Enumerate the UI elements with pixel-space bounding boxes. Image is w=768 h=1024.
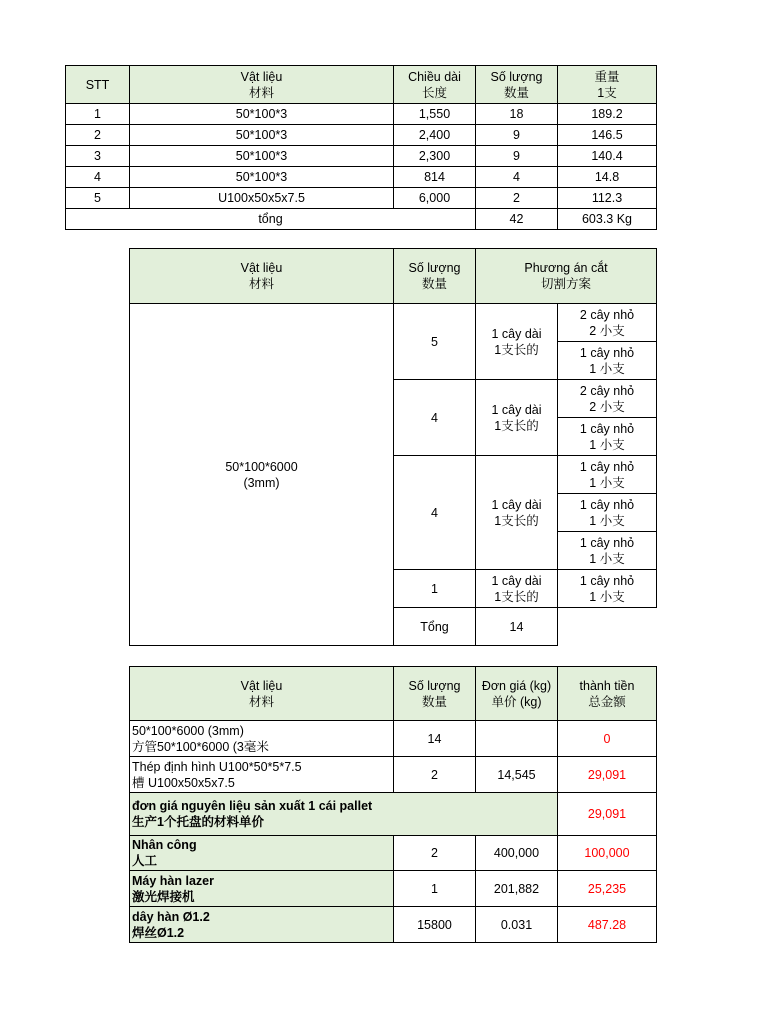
total-label: tổng [66, 209, 476, 230]
cell-quantity: 9 [476, 125, 558, 146]
header-quantity: Số lượng 数量 [476, 66, 558, 104]
total-row [66, 209, 657, 230]
cost-table [129, 666, 657, 943]
cell-unit-price: 0.031 [476, 907, 558, 943]
cell-unit-price: 14,545 [476, 757, 558, 793]
cell-quantity: 5 [394, 304, 476, 380]
cell-quantity: 4 [476, 167, 558, 188]
cell-quantity: 4 [394, 380, 476, 456]
cell-stt: 2 [66, 125, 130, 146]
cell-material: Máy hàn lazer 激光焊接机 [130, 871, 394, 907]
table-row [130, 721, 657, 757]
cell-quantity: 2 [394, 836, 476, 871]
material-length-table [65, 65, 657, 230]
cell-weight: 140.4 [558, 146, 657, 167]
cell-quantity: 15800 [394, 907, 476, 943]
cell-weight: 146.5 [558, 125, 657, 146]
cell-unit-price-label: đơn giá nguyên liệu sản xuất 1 cái pallet 生产1个托盘的材料单价 [130, 793, 558, 836]
cell-unit-price: 400,000 [476, 836, 558, 871]
cell-quantity: 2 [394, 757, 476, 793]
cell-quantity: 1 [394, 871, 476, 907]
header-cutting-plan: Phương án cắt 切割方案 [476, 249, 657, 304]
table-row [130, 907, 657, 943]
cell-material: 50*100*6000 (3mm) [130, 304, 394, 646]
total-quantity: 14 [476, 608, 558, 646]
cell-material: 50*100*3 [130, 125, 394, 146]
cell-unit-price [476, 721, 558, 757]
cell-length: 2,400 [394, 125, 476, 146]
cell-amount: 29,091 [558, 793, 657, 836]
cell-long-piece: 1 cây dài 1支长的 [476, 570, 558, 608]
total-quantity: 42 [476, 209, 558, 230]
table-row [66, 125, 657, 146]
table1-header-row [66, 66, 657, 104]
table-row [130, 836, 657, 871]
cell-length: 6,000 [394, 188, 476, 209]
table-row [130, 871, 657, 907]
cell-quantity: 2 [476, 188, 558, 209]
table-row [66, 167, 657, 188]
table2-header-row [130, 249, 657, 304]
header-length: Chiều dài 长度 [394, 66, 476, 104]
cell-long-piece: 1 cây dài 1支长的 [476, 456, 558, 570]
cell-length: 1,550 [394, 104, 476, 125]
cell-length: 814 [394, 167, 476, 188]
cell-weight: 112.3 [558, 188, 657, 209]
cell-quantity: 9 [476, 146, 558, 167]
table-row [66, 104, 657, 125]
cell-long-piece: 1 cây dài 1支长的 [476, 304, 558, 380]
cell-stt: 3 [66, 146, 130, 167]
header-unit-price: Đơn giá (kg) 单价 (kg) [476, 667, 558, 721]
cell-quantity: 4 [394, 456, 476, 570]
header-material: Vật liệu 材料 [130, 66, 394, 104]
table-row [130, 757, 657, 793]
cutting-plan-table [129, 248, 657, 646]
header-weight: 重量 1支 [558, 66, 657, 104]
cell-small-piece: 1 cây nhỏ 1 小支 [558, 532, 657, 570]
cell-stt: 5 [66, 188, 130, 209]
cell-material: 50*100*3 [130, 146, 394, 167]
cell-weight: 189.2 [558, 104, 657, 125]
table-row [66, 146, 657, 167]
cell-unit-price: 201,882 [476, 871, 558, 907]
cell-amount: 25,235 [558, 871, 657, 907]
table-row [66, 188, 657, 209]
cell-weight: 14.8 [558, 167, 657, 188]
cell-small-piece: 1 cây nhỏ 1 小支 [558, 570, 657, 608]
cell-material: U100x50x5x7.5 [130, 188, 394, 209]
cell-small-piece: 2 cây nhỏ 2 小支 [558, 304, 657, 342]
cell-amount: 487.28 [558, 907, 657, 943]
cell-small-piece: 1 cây nhỏ 1 小支 [558, 418, 657, 456]
cell-material: 50*100*3 [130, 104, 394, 125]
total-label: Tổng [394, 608, 476, 646]
empty-cell [558, 608, 657, 646]
cell-amount: 100,000 [558, 836, 657, 871]
cell-stt: 1 [66, 104, 130, 125]
cell-amount: 0 [558, 721, 657, 757]
cell-small-piece: 2 cây nhỏ 2 小支 [558, 380, 657, 418]
header-quantity: Số lượng 数量 [394, 667, 476, 721]
cell-material: Thép định hình U100*50*5*7.5 槽 U100x50x5x7.5 [130, 757, 394, 793]
cell-material: dây hàn Ø1.2 焊丝Ø1.2 [130, 907, 394, 943]
header-quantity: Số lượng 数量 [394, 249, 476, 304]
cell-amount: 29,091 [558, 757, 657, 793]
cell-material: Nhân công 人工 [130, 836, 394, 871]
cell-small-piece: 1 cây nhỏ 1 小支 [558, 456, 657, 494]
unit-price-row [130, 793, 657, 836]
cell-quantity: 14 [394, 721, 476, 757]
header-material: Vật liệu 材料 [130, 667, 394, 721]
cell-length: 2,300 [394, 146, 476, 167]
cell-small-piece: 1 cây nhỏ 1 小支 [558, 494, 657, 532]
cell-small-piece: 1 cây nhỏ 1 小支 [558, 342, 657, 380]
cell-material: 50*100*3 [130, 167, 394, 188]
cell-material: 50*100*6000 (3mm) 方管50*100*6000 (3毫米 [130, 721, 394, 757]
header-material: Vật liệu 材料 [130, 249, 394, 304]
total-weight: 603.3 Kg [558, 209, 657, 230]
header-stt: STT [66, 66, 130, 104]
cell-stt: 4 [66, 167, 130, 188]
table-row [130, 304, 657, 342]
cell-long-piece: 1 cây dài 1支长的 [476, 380, 558, 456]
header-amount: thành tiền 总金额 [558, 667, 657, 721]
cell-quantity: 1 [394, 570, 476, 608]
table3-header-row [130, 667, 657, 721]
cell-quantity: 18 [476, 104, 558, 125]
